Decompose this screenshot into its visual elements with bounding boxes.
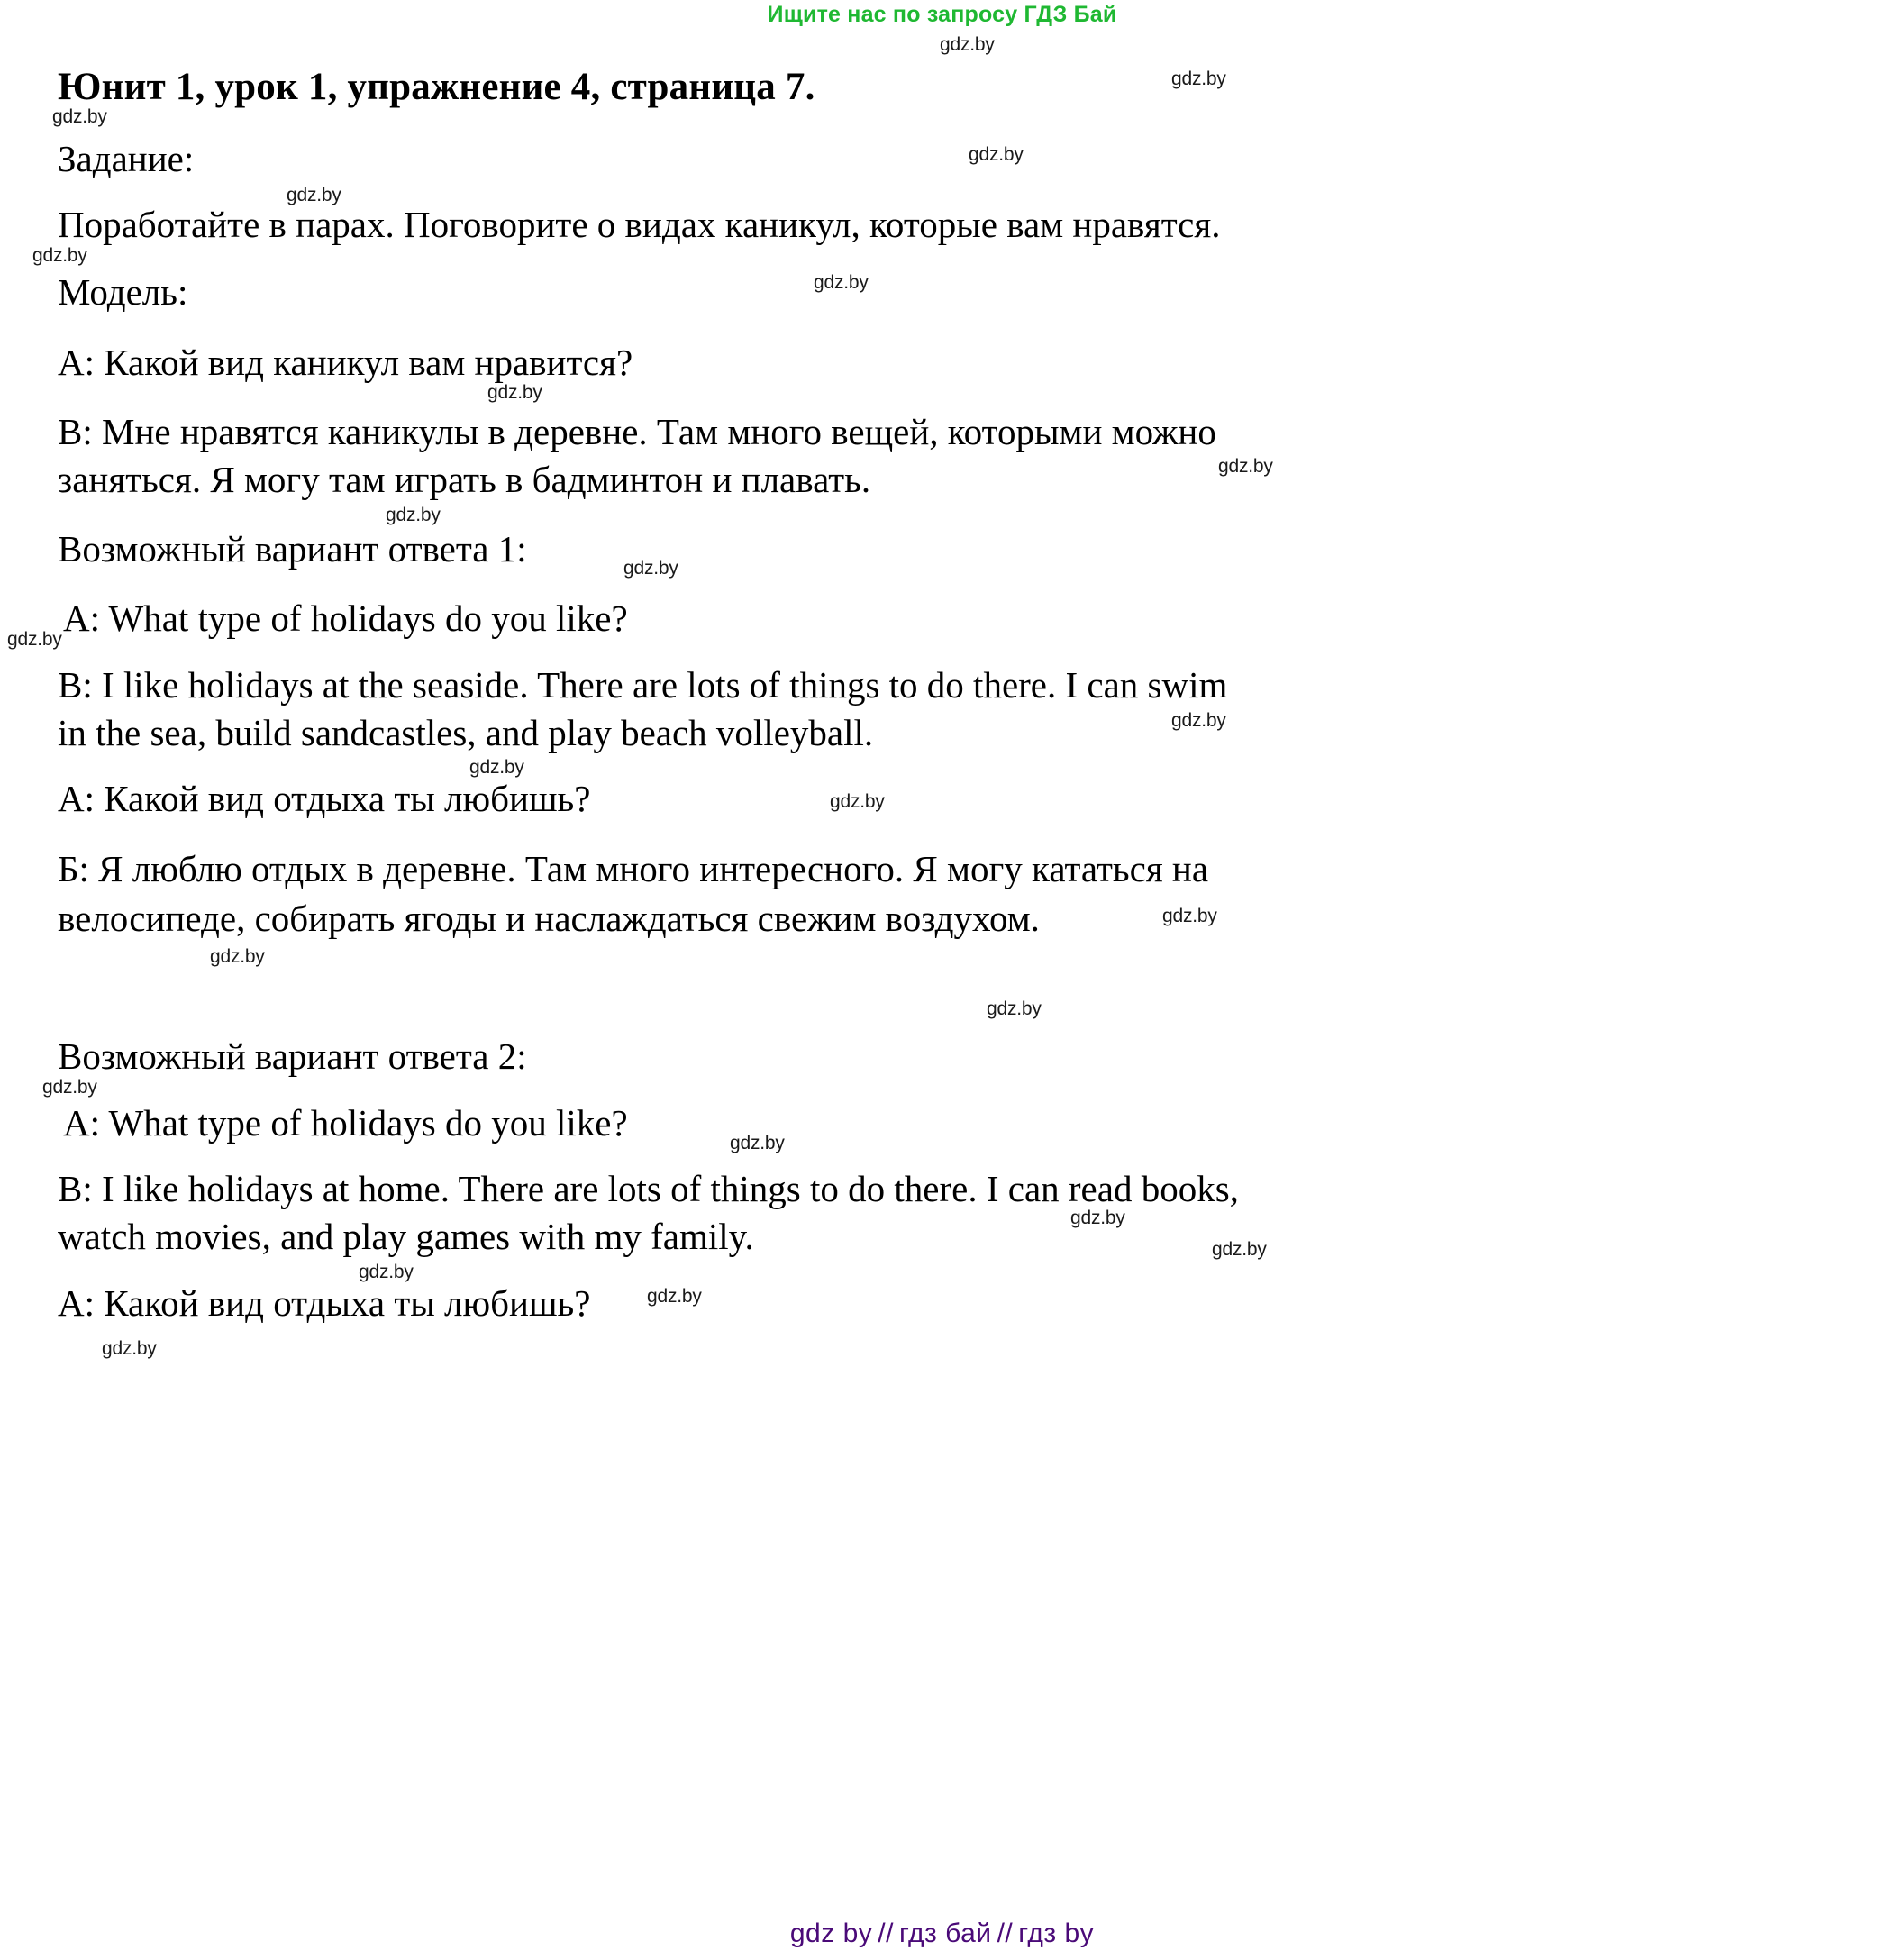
watermark: gdz.by bbox=[987, 998, 1042, 1019]
watermark: gdz.by bbox=[814, 272, 869, 293]
watermark: gdz.by bbox=[940, 34, 995, 55]
model-line-b-2: заняться. Я могу там играть в бадминтон и плавать. bbox=[58, 459, 871, 500]
answer2-line-1: A: What type of holidays do you like? bbox=[63, 1102, 628, 1144]
task-label: Задание: bbox=[58, 138, 195, 179]
answer1-line-6: велосипеде, собирать ягоды и наслаждаться свежим воздухом. bbox=[58, 898, 1040, 939]
answer1-line-4: А: Какой вид отдыха ты любишь? bbox=[58, 778, 591, 819]
watermark: gdz.by bbox=[487, 382, 542, 403]
watermark: gdz.by bbox=[210, 946, 265, 967]
answer1-line-5: Б: Я люблю отдых в деревне. Там много интересного. Я могу кататься на bbox=[58, 848, 1209, 889]
footer-part-1: gdz by bbox=[789, 1919, 873, 1948]
footer-part-2: гдз бай bbox=[898, 1919, 992, 1948]
watermark: gdz.by bbox=[1171, 68, 1226, 89]
answer1-line-2: B: I like holidays at the seaside. There are lots of things to do there. I can swim bbox=[58, 664, 1228, 706]
watermark: gdz.by bbox=[1070, 1208, 1125, 1228]
footer-separator-2: // bbox=[997, 1919, 1014, 1948]
answer2-line-4: А: Какой вид отдыха ты любишь? bbox=[58, 1282, 591, 1324]
watermark: gdz.by bbox=[102, 1338, 157, 1359]
watermark: gdz.by bbox=[647, 1286, 702, 1307]
watermark: gdz.by bbox=[730, 1133, 785, 1153]
watermark: gdz.by bbox=[830, 791, 885, 812]
site-footer bbox=[0, 1919, 1884, 1949]
answer1-line-3: in the sea, build sandcastles, and play beach volleyball. bbox=[58, 712, 874, 753]
model-line-b-1: В: Мне нравятся каникулы в деревне. Там много вещей, которыми можно bbox=[58, 411, 1216, 452]
watermark: gdz.by bbox=[1162, 906, 1217, 926]
watermark: gdz.by bbox=[469, 757, 524, 778]
watermark: gdz.by bbox=[386, 505, 441, 525]
answer2-line-3: watch movies, and play games with my family. bbox=[58, 1216, 754, 1257]
answer2-line-2: B: I like holidays at home. There are lots of things to do there. I can read books, bbox=[58, 1168, 1239, 1209]
watermark: gdz.by bbox=[359, 1262, 414, 1282]
model-label: Модель: bbox=[58, 271, 188, 313]
model-line-a: А: Какой вид каникул вам нравится? bbox=[58, 342, 633, 383]
task-text: Поработайте в парах. Поговорите о видах каникул, которые вам нравятся. bbox=[58, 204, 1221, 245]
footer-part-3: гдз by bbox=[1018, 1919, 1095, 1948]
watermark: gdz.by bbox=[287, 185, 341, 205]
watermark: gdz.by bbox=[1218, 456, 1273, 477]
watermark: gdz.by bbox=[1171, 710, 1226, 731]
page-title: Юнит 1, урок 1, упражнение 4, страница 7. bbox=[58, 66, 815, 108]
footer-separator-1: // bbox=[878, 1919, 894, 1948]
watermark: gdz.by bbox=[52, 106, 107, 127]
watermark: gdz.by bbox=[32, 245, 87, 266]
watermark: gdz.by bbox=[7, 629, 62, 650]
watermark: gdz.by bbox=[969, 144, 1024, 165]
watermark: gdz.by bbox=[1212, 1239, 1267, 1260]
watermark: gdz.by bbox=[42, 1077, 97, 1098]
promo-banner: Ищите нас по запросу ГДЗ Бай bbox=[767, 2, 1117, 27]
answer2-label: Возможный вариант ответа 2: bbox=[58, 1035, 527, 1077]
answer1-line-1: A: What type of holidays do you like? bbox=[63, 597, 628, 639]
watermark: gdz.by bbox=[623, 558, 678, 579]
answer1-label: Возможный вариант ответа 1: bbox=[58, 528, 527, 570]
